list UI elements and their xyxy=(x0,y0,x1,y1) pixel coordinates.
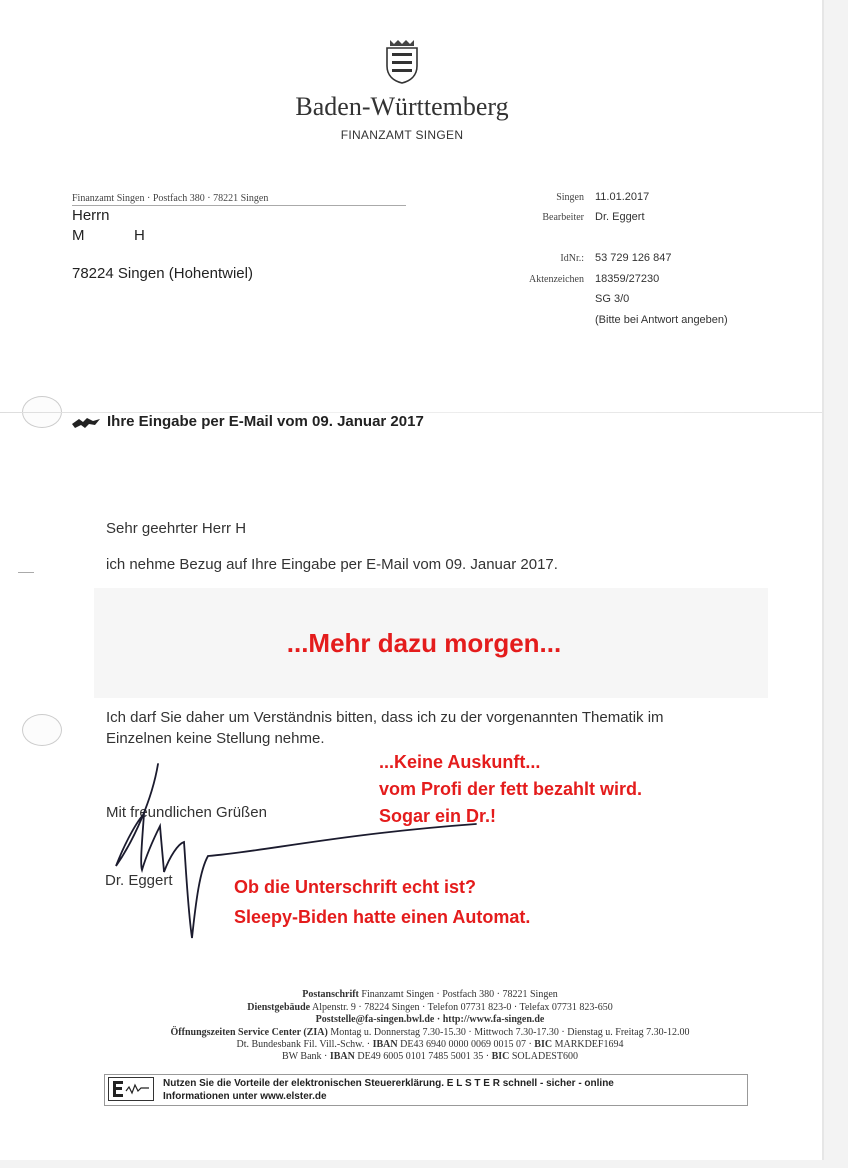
iban-value: DE43 6940 0000 0069 0015 07 · xyxy=(400,1039,532,1050)
annotation-note: vom Profi der fett bezahlt wird. xyxy=(379,779,643,799)
footer-label: Öffnungszeiten Service Center (ZIA) xyxy=(170,1027,328,1038)
brand-title: Baden-Württemberg xyxy=(295,92,509,121)
footer-text: Alpenstr. 9 · 78224 Singen · Telefon 07731 823-0 · Telefax 07731 823-650 xyxy=(312,1002,613,1013)
footer-contact: Poststelle@fa-singen.bwl.de · http://www.fa-singen.de xyxy=(315,1014,545,1025)
footer-text: Montag u. Donnerstag 7.30-15.30 · Mittwoch 7.30-17.30 · Dienstag u. Freitag 7.30-12.00 xyxy=(330,1027,690,1038)
bank-name: Dt. Bundesbank Fil. Vill.-Schw. · xyxy=(236,1039,371,1050)
info-note: (Bitte bei Antwort angeben) xyxy=(595,314,728,326)
footer-label: Dienstgebäude xyxy=(247,1002,311,1013)
info-label: Singen xyxy=(556,192,584,203)
coat-of-arms-icon xyxy=(384,38,420,84)
info-value: 53 729 126 847 xyxy=(595,252,672,264)
punch-hole xyxy=(22,714,62,746)
office-name: FINANZAMT SINGEN xyxy=(340,128,464,142)
subject-line: Ihre Eingabe per E-Mail vom 09. Januar 2017 xyxy=(107,413,424,430)
bic-value: SOLADEST600 xyxy=(511,1051,578,1062)
footer-line xyxy=(0,989,848,1000)
elster-banner xyxy=(104,1074,748,1106)
paragraph: Einzelnen keine Stellung nehme. xyxy=(106,730,325,747)
info-label: Aktenzeichen xyxy=(529,274,584,285)
bic-label: BIC xyxy=(534,1039,553,1050)
footer-line xyxy=(0,1027,848,1038)
closing: Mit freundlichen Grüßen xyxy=(106,804,267,821)
iban-value: DE49 6005 0101 7485 5001 35 · xyxy=(357,1051,490,1062)
paragraph: ich nehme Bezug auf Ihre Eingabe per E-Mail vom 09. Januar 2017. xyxy=(106,556,558,573)
bic-label: BIC xyxy=(491,1051,510,1062)
info-value: Dr. Eggert xyxy=(595,211,645,223)
elster-logo-icon xyxy=(108,1077,154,1101)
bic-value: MARKDEF1694 xyxy=(554,1039,624,1050)
annotation-note: Sogar ein Dr.! xyxy=(379,806,497,826)
recipient-first-name: M xyxy=(72,227,85,244)
iban-label: IBAN xyxy=(329,1051,355,1062)
recipient-city: 78224 Singen (Hohentwiel) xyxy=(72,265,253,282)
bank-name: BW Bank · xyxy=(282,1051,328,1062)
signer-name: Dr. Eggert xyxy=(105,872,173,889)
annotation-main: ...Mehr dazu morgen... xyxy=(286,628,562,658)
annotation-note: Ob die Unterschrift echt ist? xyxy=(234,877,477,897)
info-label: IdNr.: xyxy=(560,253,584,264)
annotation-note: ...Keine Auskunft... xyxy=(379,752,541,772)
footer-line xyxy=(0,1051,848,1062)
iban-label: IBAN xyxy=(372,1039,398,1050)
footer-text: Finanzamt Singen · Postfach 380 · 78221 Singen xyxy=(361,989,558,1000)
sender-line: Finanzamt Singen · Postfach 380 · 78221 Singen xyxy=(72,193,269,204)
recipient-last-name: H xyxy=(134,227,145,244)
eagle-icon xyxy=(71,416,101,430)
greeting: Sehr geehrter Herr H xyxy=(106,520,247,537)
info-value: 18359/27230 xyxy=(595,273,660,285)
sender-underline xyxy=(72,205,406,206)
recipient-salutation: Herrn xyxy=(72,207,110,224)
elster-text: Nutzen Sie die Vorteile der elektronischen Steuererklärung. E L S T E R schnell - sicher - online xyxy=(163,1078,614,1089)
elster-link: Informationen unter www.elster.de xyxy=(163,1091,327,1102)
info-value: 11.01.2017 xyxy=(595,191,650,203)
paragraph: Ich darf Sie daher um Verständnis bitten, dass ich zu der vorgenannten Thematik im xyxy=(106,709,664,726)
annotation-note: Sleepy-Biden hatte einen Automat. xyxy=(234,907,531,927)
footer-label: Postanschrift xyxy=(302,989,359,1000)
info-label: Bearbeiter xyxy=(542,212,584,223)
footer-line xyxy=(0,1039,848,1050)
info-value: SG 3/0 xyxy=(595,293,630,305)
fold-mark xyxy=(18,572,34,573)
footer-line xyxy=(0,1002,848,1013)
